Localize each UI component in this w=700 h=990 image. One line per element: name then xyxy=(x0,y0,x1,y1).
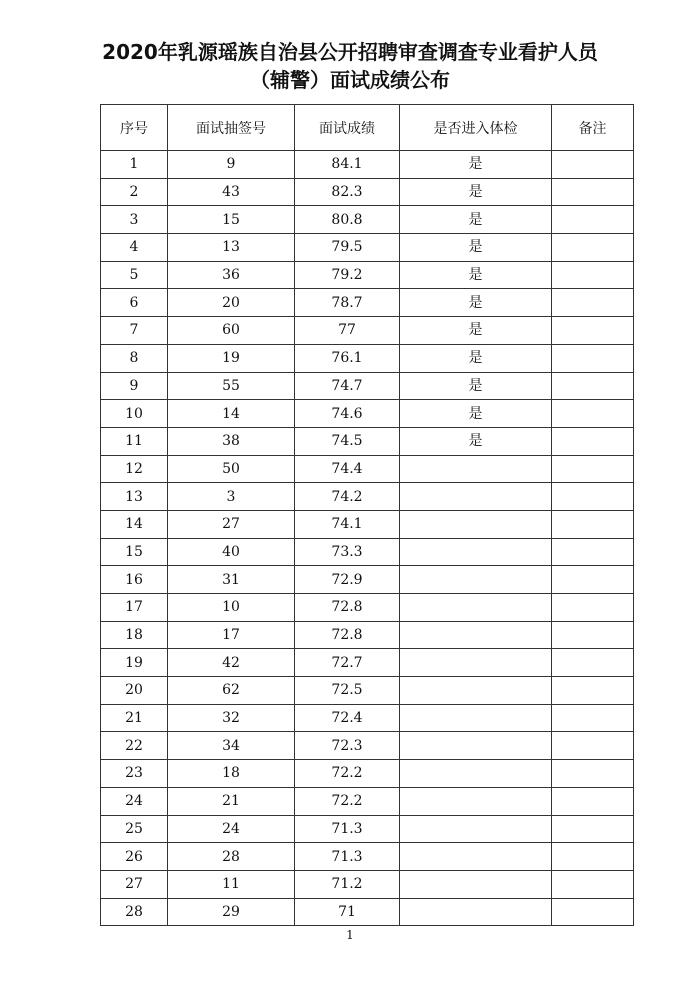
cell-draw-number: 31 xyxy=(168,566,295,594)
cell-physical-exam xyxy=(400,677,552,705)
table-row xyxy=(101,732,634,760)
cell-remarks xyxy=(552,677,634,705)
cell-no: 17 xyxy=(101,594,168,622)
cell-score: 72.9 xyxy=(295,566,400,594)
cell-score: 79.5 xyxy=(295,234,400,262)
table-row xyxy=(101,538,634,566)
cell-physical-exam: 是 xyxy=(400,206,552,234)
cell-draw-number: 62 xyxy=(168,677,295,705)
cell-physical-exam xyxy=(400,510,552,538)
table-row xyxy=(101,898,634,926)
cell-score: 76.1 xyxy=(295,344,400,372)
cell-remarks xyxy=(552,400,634,428)
column-header-draw-number: 面试抽签号 xyxy=(168,105,295,151)
cell-remarks xyxy=(552,427,634,455)
cell-remarks xyxy=(552,261,634,289)
cell-no: 5 xyxy=(101,261,168,289)
table-row xyxy=(101,870,634,898)
cell-remarks xyxy=(552,815,634,843)
cell-draw-number: 11 xyxy=(168,870,295,898)
cell-physical-exam xyxy=(400,455,552,483)
cell-draw-number: 50 xyxy=(168,455,295,483)
cell-score: 74.4 xyxy=(295,455,400,483)
table-row xyxy=(101,372,634,400)
cell-physical-exam: 是 xyxy=(400,178,552,206)
cell-physical-exam: 是 xyxy=(400,372,552,400)
cell-physical-exam xyxy=(400,649,552,677)
cell-score: 82.3 xyxy=(295,178,400,206)
cell-score: 72.4 xyxy=(295,704,400,732)
table-row xyxy=(101,261,634,289)
cell-score: 72.8 xyxy=(295,594,400,622)
cell-remarks xyxy=(552,732,634,760)
cell-remarks xyxy=(552,621,634,649)
cell-no: 1 xyxy=(101,151,168,179)
cell-draw-number: 28 xyxy=(168,843,295,871)
cell-remarks xyxy=(552,704,634,732)
table-row xyxy=(101,510,634,538)
cell-draw-number: 3 xyxy=(168,483,295,511)
table-row xyxy=(101,289,634,317)
cell-physical-exam xyxy=(400,870,552,898)
cell-draw-number: 27 xyxy=(168,510,295,538)
table-row xyxy=(101,178,634,206)
cell-draw-number: 42 xyxy=(168,649,295,677)
table-row xyxy=(101,566,634,594)
cell-remarks xyxy=(552,178,634,206)
cell-physical-exam xyxy=(400,594,552,622)
cell-draw-number: 32 xyxy=(168,704,295,732)
cell-no: 14 xyxy=(101,510,168,538)
cell-physical-exam: 是 xyxy=(400,261,552,289)
cell-score: 80.8 xyxy=(295,206,400,234)
cell-remarks xyxy=(552,843,634,871)
cell-draw-number: 21 xyxy=(168,787,295,815)
cell-score: 72.3 xyxy=(295,732,400,760)
cell-no: 8 xyxy=(101,344,168,372)
cell-no: 28 xyxy=(101,898,168,926)
column-header-score: 面试成绩 xyxy=(295,105,400,151)
cell-physical-exam xyxy=(400,815,552,843)
cell-score: 72.2 xyxy=(295,760,400,788)
cell-score: 74.2 xyxy=(295,483,400,511)
cell-score: 78.7 xyxy=(295,289,400,317)
table-row xyxy=(101,704,634,732)
cell-draw-number: 18 xyxy=(168,760,295,788)
cell-no: 10 xyxy=(101,400,168,428)
header-row xyxy=(101,105,634,151)
table-row xyxy=(101,344,634,372)
cell-no: 18 xyxy=(101,621,168,649)
cell-physical-exam xyxy=(400,898,552,926)
cell-no: 24 xyxy=(101,787,168,815)
cell-remarks xyxy=(552,344,634,372)
cell-draw-number: 9 xyxy=(168,151,295,179)
cell-physical-exam xyxy=(400,760,552,788)
cell-remarks xyxy=(552,538,634,566)
cell-physical-exam xyxy=(400,704,552,732)
document-title xyxy=(0,38,700,94)
results-table xyxy=(100,104,634,926)
cell-no: 6 xyxy=(101,289,168,317)
cell-physical-exam xyxy=(400,621,552,649)
cell-draw-number: 24 xyxy=(168,815,295,843)
cell-remarks xyxy=(552,594,634,622)
cell-no: 7 xyxy=(101,317,168,345)
cell-score: 71.2 xyxy=(295,870,400,898)
cell-physical-exam: 是 xyxy=(400,289,552,317)
cell-score: 71.3 xyxy=(295,843,400,871)
cell-remarks xyxy=(552,206,634,234)
cell-draw-number: 40 xyxy=(168,538,295,566)
cell-draw-number: 17 xyxy=(168,621,295,649)
cell-no: 3 xyxy=(101,206,168,234)
cell-no: 11 xyxy=(101,427,168,455)
cell-score: 84.1 xyxy=(295,151,400,179)
cell-remarks xyxy=(552,455,634,483)
cell-physical-exam xyxy=(400,538,552,566)
table-row xyxy=(101,649,634,677)
cell-remarks xyxy=(552,510,634,538)
table-body xyxy=(101,151,634,926)
cell-draw-number: 34 xyxy=(168,732,295,760)
title-line-1: 2020年乳源瑶族自治县公开招聘审查调查专业看护人员 xyxy=(102,40,598,64)
table-row xyxy=(101,483,634,511)
cell-no: 13 xyxy=(101,483,168,511)
table-row xyxy=(101,151,634,179)
cell-physical-exam xyxy=(400,566,552,594)
table-row xyxy=(101,621,634,649)
table-row xyxy=(101,594,634,622)
cell-draw-number: 13 xyxy=(168,234,295,262)
cell-score: 77 xyxy=(295,317,400,345)
cell-no: 22 xyxy=(101,732,168,760)
cell-physical-exam xyxy=(400,787,552,815)
cell-score: 71 xyxy=(295,898,400,926)
cell-no: 27 xyxy=(101,870,168,898)
table-row xyxy=(101,234,634,262)
cell-physical-exam: 是 xyxy=(400,344,552,372)
cell-remarks xyxy=(552,566,634,594)
cell-remarks xyxy=(552,870,634,898)
cell-draw-number: 20 xyxy=(168,289,295,317)
cell-score: 74.5 xyxy=(295,427,400,455)
cell-remarks xyxy=(552,760,634,788)
column-header-no: 序号 xyxy=(101,105,168,151)
cell-remarks xyxy=(552,317,634,345)
cell-physical-exam xyxy=(400,843,552,871)
cell-score: 71.3 xyxy=(295,815,400,843)
cell-score: 72.8 xyxy=(295,621,400,649)
cell-physical-exam xyxy=(400,483,552,511)
cell-remarks xyxy=(552,234,634,262)
cell-no: 23 xyxy=(101,760,168,788)
cell-draw-number: 19 xyxy=(168,344,295,372)
table-row xyxy=(101,815,634,843)
cell-physical-exam: 是 xyxy=(400,427,552,455)
cell-draw-number: 55 xyxy=(168,372,295,400)
table-row xyxy=(101,760,634,788)
cell-physical-exam: 是 xyxy=(400,151,552,179)
cell-no: 15 xyxy=(101,538,168,566)
table-row xyxy=(101,677,634,705)
cell-draw-number: 15 xyxy=(168,206,295,234)
cell-no: 25 xyxy=(101,815,168,843)
cell-no: 26 xyxy=(101,843,168,871)
cell-remarks xyxy=(552,289,634,317)
cell-draw-number: 43 xyxy=(168,178,295,206)
table-row xyxy=(101,843,634,871)
cell-no: 9 xyxy=(101,372,168,400)
cell-no: 21 xyxy=(101,704,168,732)
cell-remarks xyxy=(552,649,634,677)
cell-score: 74.7 xyxy=(295,372,400,400)
table-row xyxy=(101,455,634,483)
cell-draw-number: 10 xyxy=(168,594,295,622)
cell-no: 19 xyxy=(101,649,168,677)
cell-draw-number: 14 xyxy=(168,400,295,428)
cell-remarks xyxy=(552,787,634,815)
title-line-2: （辅警）面试成绩公布 xyxy=(250,68,450,92)
table-row xyxy=(101,206,634,234)
cell-no: 16 xyxy=(101,566,168,594)
cell-physical-exam: 是 xyxy=(400,317,552,345)
page-number: 1 xyxy=(346,928,354,942)
cell-remarks xyxy=(552,151,634,179)
cell-score: 79.2 xyxy=(295,261,400,289)
table-row xyxy=(101,427,634,455)
table-row xyxy=(101,317,634,345)
cell-no: 4 xyxy=(101,234,168,262)
cell-score: 74.6 xyxy=(295,400,400,428)
cell-draw-number: 60 xyxy=(168,317,295,345)
cell-physical-exam xyxy=(400,732,552,760)
cell-remarks xyxy=(552,483,634,511)
cell-physical-exam: 是 xyxy=(400,234,552,262)
cell-score: 74.1 xyxy=(295,510,400,538)
cell-no: 2 xyxy=(101,178,168,206)
table-row xyxy=(101,787,634,815)
cell-no: 12 xyxy=(101,455,168,483)
table-row xyxy=(101,400,634,428)
cell-score: 72.2 xyxy=(295,787,400,815)
cell-no: 20 xyxy=(101,677,168,705)
cell-draw-number: 38 xyxy=(168,427,295,455)
cell-remarks xyxy=(552,898,634,926)
cell-draw-number: 36 xyxy=(168,261,295,289)
cell-draw-number: 29 xyxy=(168,898,295,926)
cell-remarks xyxy=(552,372,634,400)
column-header-physical-exam: 是否进入体检 xyxy=(400,105,552,151)
cell-score: 72.7 xyxy=(295,649,400,677)
cell-physical-exam: 是 xyxy=(400,400,552,428)
column-header-remarks: 备注 xyxy=(552,105,634,151)
cell-score: 73.3 xyxy=(295,538,400,566)
cell-score: 72.5 xyxy=(295,677,400,705)
